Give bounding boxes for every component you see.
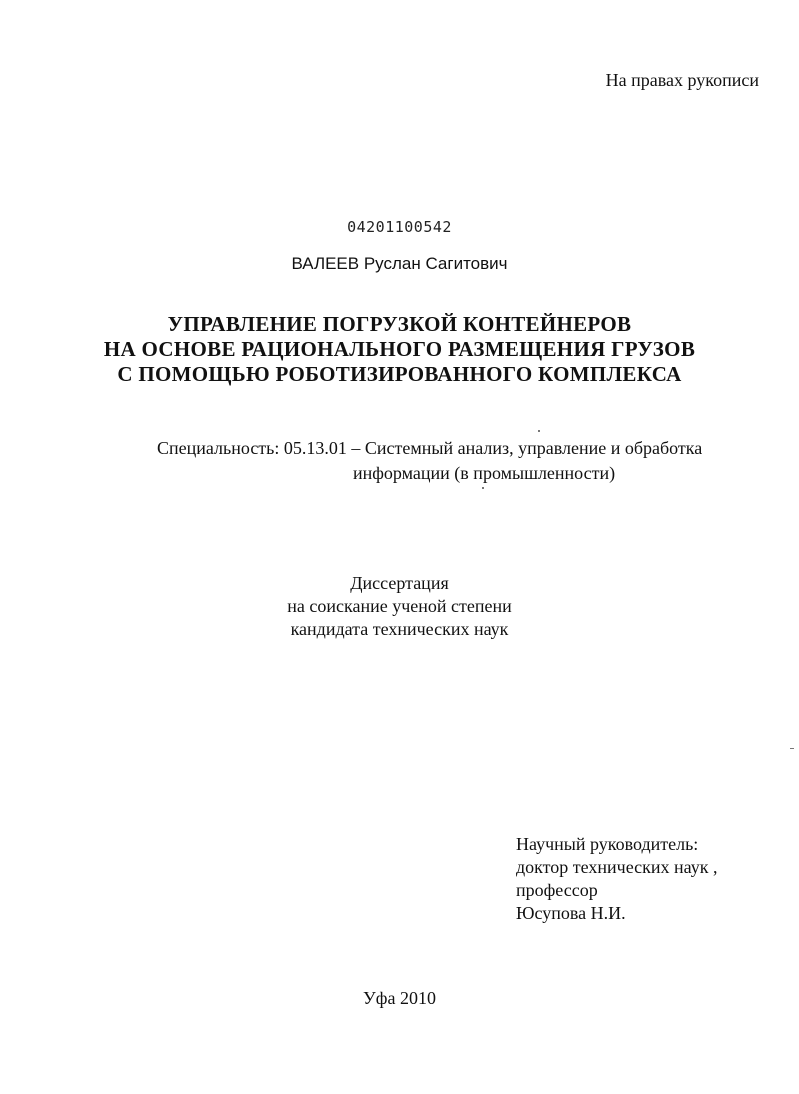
dissertation-title: [0, 312, 799, 387]
supervisor-degree: доктор технических наук ,: [516, 857, 718, 877]
city-year: Уфа 2010: [363, 988, 436, 1008]
scan-speck: [538, 430, 540, 432]
specialty-line-1: Специальность: 05.13.01 – Системный анализ, управление и обработка: [157, 438, 703, 458]
degree-purpose: на соискание ученой степени: [287, 596, 512, 616]
scan-speck: [790, 748, 794, 749]
supervisor-block: [516, 833, 718, 925]
author-name: ВАЛЕЕВ Руслан Сагитович: [291, 254, 508, 273]
title-line: УПРАВЛЕНИЕ ПОГРУЗКОЙ КОНТЕЙНЕРОВ: [167, 312, 632, 336]
degree-type: Диссертация: [350, 573, 449, 593]
degree-statement: [0, 572, 799, 641]
rights-note: На правах рукописи: [605, 70, 759, 90]
degree-level: кандидата технических наук: [290, 619, 509, 639]
title-line: НА ОСНОВЕ РАЦИОНАЛЬНОГО РАЗМЕЩЕНИЯ ГРУЗОВ: [103, 337, 696, 361]
supervisor-rank: профессор: [516, 880, 598, 900]
supervisor-label: Научный руководитель:: [516, 834, 699, 854]
supervisor-name: Юсупова Н.И.: [516, 903, 626, 923]
specialty-line-2: информации (в промышленности): [353, 463, 616, 483]
title-line: С ПОМОЩЬЮ РОБОТИЗИРОВАННОГО КОМПЛЕКСА: [117, 362, 682, 386]
scan-speck: [482, 487, 484, 489]
catalog-number: 04201100542: [347, 218, 452, 236]
